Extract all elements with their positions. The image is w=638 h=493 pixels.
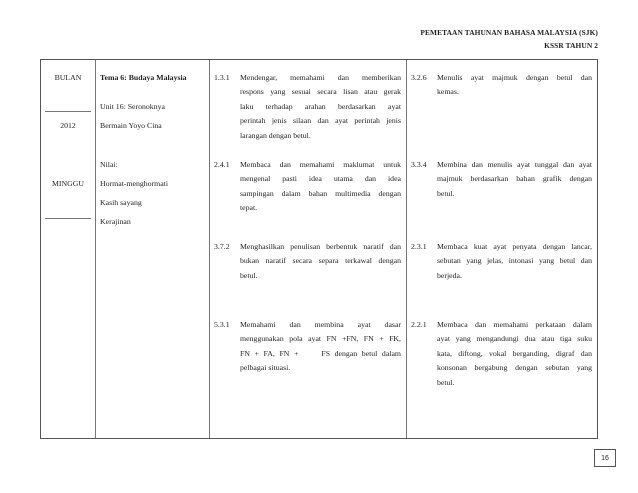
standard-text-line: sampingan dalam bahan multimedia dengan [240,188,401,198]
minggu-label: MINGGU [51,179,85,188]
objective-code: 3.2.6 [411,73,427,82]
standard-text-line: larangan dengan betul. [240,130,311,140]
standard-text-line: Membaca dan memahami maklumat untuk [240,160,401,169]
standard-text-line: tepat. [240,203,258,213]
objective-item [411,71,592,100]
standards-column [209,60,407,438]
objective-text-line: Membaca kuat ayat penyata dengan lancar, [437,242,592,251]
objective-text-line: Membaca dan memahami perkataan dalam [437,320,592,329]
objective-text-line: kata, diftong, vokal berganding, digraf dan [437,348,592,358]
objective-text-line: ayat yang mengandungi dua atau tiga suku [437,334,592,344]
standard-text-line: bukan naratif secara separa terkawal dengan [240,256,401,266]
standard-item [214,71,401,143]
standard-text-line: menggunakan pola ayat FN +FN, FN + FK, [240,334,401,344]
header-title: PEMETAAN TAHUNAN BAHASA MALAYSIA (SJK) [420,28,598,37]
document-header [420,26,598,52]
standard-code: 2.4.1 [214,160,230,169]
nilai-item: Kerajinan [100,217,131,226]
standard-text-line: perintah jenis silaan dan ayat perintah jenis [240,116,401,126]
standard-code: 1.3.1 [214,73,230,82]
mapping-table [40,59,598,439]
standard-text-line: betul. [240,270,258,280]
objective-item [411,318,592,390]
standard-text-line: Mendengar, memahami dan memberikan [240,73,401,82]
objective-code: 2.3.1 [411,242,427,251]
year-label: 2012 [60,121,76,130]
month-blank-line [45,111,91,112]
bulan-label: BULAN [54,73,82,82]
objective-text-line: Menulis ayat majmuk dengan betul dan [437,73,592,82]
standard-item [214,158,401,216]
standard-item [214,240,401,283]
standard-text-line: pelbagai situasi. [240,363,291,373]
standard-text-line: Memahami dan membina ayat dasar [240,320,401,329]
standard-item [214,318,401,376]
theme-title: Tema 6: Budaya Malaysia [100,73,187,82]
nilai-label: Nilai: [100,160,118,169]
standard-text-line: respons yang sesuai secara lisan atau gerak [240,87,401,97]
standard-code: 3.7.2 [214,242,230,251]
objective-item [411,240,592,283]
standard-text-line: laku terhadap arahan berdasarkan ayat [240,101,401,111]
unit-title: Unit 16: Seronoknya [100,102,165,111]
theme-column [95,60,210,438]
standard-code: 5.3.1 [214,320,230,329]
objective-text-line: betul. [437,188,455,198]
standard-text-line: Menghasilkan penulisan berbentuk naratif dan [240,242,401,251]
standard-text-line: mengenal pasti idea utama dan idea [240,174,401,184]
objective-code: 2.2.1 [411,320,427,329]
header-subtitle: KSSR TAHUN 2 [544,41,598,50]
objective-text-line: majmuk berdasarkan bahan grafik dengan [437,174,592,184]
objective-text-line: kemas. [437,87,459,97]
objective-item [411,158,592,201]
unit-subtitle: Bermain Yoyo Cina [100,121,162,130]
objective-text-line: berjeda. [437,270,462,280]
month-week-column [41,60,96,438]
page-number: 16 [594,449,616,467]
objective-text-line: Membina dan menulis ayat tunggal dan ayat [437,160,592,169]
objective-code: 3.3.4 [411,160,427,169]
standard-text-line: FN + FA, FN + FS dengan betul dalam [240,348,401,358]
objective-text-line: betul. [437,377,455,387]
objectives-column [406,60,597,438]
nilai-item: Kasih sayang [100,198,142,207]
objective-text-line: sebutan yang jelas, intonasi yang betul dan [437,256,592,266]
nilai-item: Hormat-menghormati [100,179,168,188]
objective-text-line: konsonan bergabung dengan sebutan yang [437,363,592,373]
week-blank-line [45,218,91,219]
